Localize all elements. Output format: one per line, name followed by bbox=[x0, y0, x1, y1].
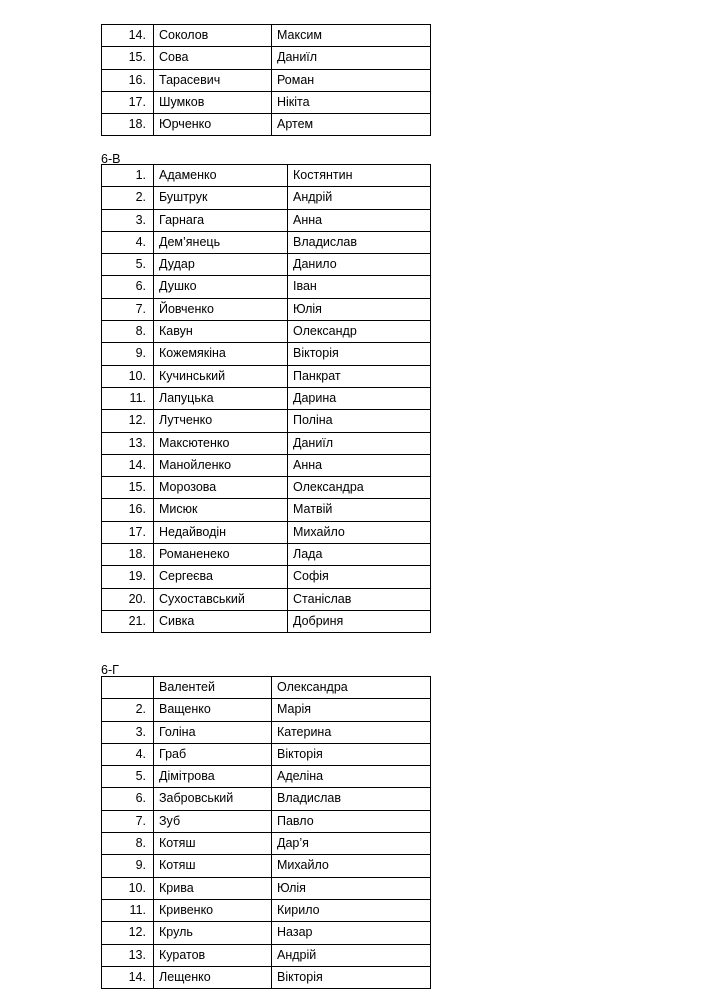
row-number: 14. bbox=[102, 454, 154, 476]
surname-cell: Мисюк bbox=[154, 499, 288, 521]
table-row bbox=[102, 544, 431, 566]
first-name-cell: Данило bbox=[288, 254, 431, 276]
table-row bbox=[102, 298, 431, 320]
table-row bbox=[102, 69, 431, 91]
surname-cell: Ващенко bbox=[154, 699, 272, 721]
surname-cell: Душко bbox=[154, 276, 288, 298]
row-number: 1. bbox=[102, 165, 154, 187]
surname-cell: Манойленко bbox=[154, 454, 288, 476]
surname-cell: Юрченко bbox=[154, 114, 272, 136]
table-row bbox=[102, 477, 431, 499]
table-row bbox=[102, 677, 431, 699]
table-row bbox=[102, 254, 431, 276]
first-name-cell: Аделіна bbox=[272, 766, 431, 788]
first-name-cell: Матвій bbox=[288, 499, 431, 521]
table-row bbox=[102, 610, 431, 632]
first-name-cell: Марія bbox=[272, 699, 431, 721]
surname-cell: Адаменко bbox=[154, 165, 288, 187]
first-name-cell: Дар’я bbox=[272, 833, 431, 855]
table-row bbox=[102, 410, 431, 432]
first-name-cell: Панкрат bbox=[288, 365, 431, 387]
surname-cell: Йовченко bbox=[154, 298, 288, 320]
table-row bbox=[102, 209, 431, 231]
row-number: 17. bbox=[102, 91, 154, 113]
first-name-cell: Артем bbox=[272, 114, 431, 136]
row-number: 18. bbox=[102, 114, 154, 136]
row-number: 14. bbox=[102, 966, 154, 988]
row-number: 18. bbox=[102, 544, 154, 566]
first-name-cell: Іван bbox=[288, 276, 431, 298]
table-row bbox=[102, 432, 431, 454]
row-number: 2. bbox=[102, 187, 154, 209]
surname-cell: Шумков bbox=[154, 91, 272, 113]
surname-cell: Кавун bbox=[154, 321, 288, 343]
row-number: 19. bbox=[102, 566, 154, 588]
students-table-6g bbox=[101, 676, 431, 989]
table-row bbox=[102, 966, 431, 988]
first-name-cell: Михайло bbox=[288, 521, 431, 543]
row-number: 17. bbox=[102, 521, 154, 543]
table-row bbox=[102, 944, 431, 966]
first-name-cell: Костянтин bbox=[288, 165, 431, 187]
row-number: 15. bbox=[102, 47, 154, 69]
table-row bbox=[102, 499, 431, 521]
row-number: 16. bbox=[102, 499, 154, 521]
first-name-cell: Поліна bbox=[288, 410, 431, 432]
first-name-cell: Анна bbox=[288, 454, 431, 476]
surname-cell: Лутченко bbox=[154, 410, 288, 432]
row-number: 13. bbox=[102, 944, 154, 966]
surname-cell: Крива bbox=[154, 877, 272, 899]
row-number: 3. bbox=[102, 209, 154, 231]
surname-cell: Кожемякіна bbox=[154, 343, 288, 365]
first-name-cell: Владислав bbox=[272, 788, 431, 810]
row-number: 12. bbox=[102, 410, 154, 432]
surname-cell: Дімітрова bbox=[154, 766, 272, 788]
table-row bbox=[102, 855, 431, 877]
table-row bbox=[102, 588, 431, 610]
table-row bbox=[102, 922, 431, 944]
table-row bbox=[102, 566, 431, 588]
row-number: 15. bbox=[102, 477, 154, 499]
row-number: 7. bbox=[102, 810, 154, 832]
students-table-6v bbox=[101, 164, 431, 633]
table-row bbox=[102, 899, 431, 921]
first-name-cell: Олександра bbox=[288, 477, 431, 499]
first-name-cell: Роман bbox=[272, 69, 431, 91]
table-body bbox=[102, 25, 431, 136]
surname-cell: Буштрук bbox=[154, 187, 288, 209]
row-number: 16. bbox=[102, 69, 154, 91]
first-name-cell: Юлія bbox=[288, 298, 431, 320]
row-number: 11. bbox=[102, 387, 154, 409]
first-name-cell: Назар bbox=[272, 922, 431, 944]
first-name-cell: Андрій bbox=[288, 187, 431, 209]
table-row bbox=[102, 788, 431, 810]
surname-cell: Лапуцька bbox=[154, 387, 288, 409]
row-number bbox=[102, 677, 154, 699]
first-name-cell: Дарина bbox=[288, 387, 431, 409]
first-name-cell: Станіслав bbox=[288, 588, 431, 610]
surname-cell: Кучинський bbox=[154, 365, 288, 387]
surname-cell: Недайводін bbox=[154, 521, 288, 543]
table-row bbox=[102, 365, 431, 387]
surname-cell: Котяш bbox=[154, 833, 272, 855]
table-row bbox=[102, 766, 431, 788]
surname-cell: Тарасевич bbox=[154, 69, 272, 91]
first-name-cell: Даниїл bbox=[288, 432, 431, 454]
surname-cell: Сергеєва bbox=[154, 566, 288, 588]
surname-cell: Забровський bbox=[154, 788, 272, 810]
class-heading-6g: 6-Г bbox=[101, 663, 119, 677]
first-name-cell: Вікторія bbox=[272, 966, 431, 988]
row-number: 2. bbox=[102, 699, 154, 721]
first-name-cell: Вікторія bbox=[288, 343, 431, 365]
first-name-cell: Олександра bbox=[272, 677, 431, 699]
surname-cell: Лещенко bbox=[154, 966, 272, 988]
first-name-cell: Павло bbox=[272, 810, 431, 832]
table-row bbox=[102, 877, 431, 899]
surname-cell: Сова bbox=[154, 47, 272, 69]
table-row bbox=[102, 187, 431, 209]
surname-cell: Дудар bbox=[154, 254, 288, 276]
row-number: 10. bbox=[102, 365, 154, 387]
students-table-continued bbox=[101, 24, 431, 136]
surname-cell: Котяш bbox=[154, 855, 272, 877]
table-body bbox=[102, 165, 431, 633]
first-name-cell: Даниїл bbox=[272, 47, 431, 69]
surname-cell: Дем’янець bbox=[154, 231, 288, 253]
surname-cell: Куратов bbox=[154, 944, 272, 966]
row-number: 5. bbox=[102, 254, 154, 276]
first-name-cell: Нікіта bbox=[272, 91, 431, 113]
row-number: 4. bbox=[102, 743, 154, 765]
row-number: 9. bbox=[102, 855, 154, 877]
row-number: 10. bbox=[102, 877, 154, 899]
first-name-cell: Добриня bbox=[288, 610, 431, 632]
table-row bbox=[102, 743, 431, 765]
first-name-cell: Софія bbox=[288, 566, 431, 588]
table-row bbox=[102, 114, 431, 136]
table-row bbox=[102, 833, 431, 855]
table-row bbox=[102, 47, 431, 69]
row-number: 7. bbox=[102, 298, 154, 320]
row-number: 5. bbox=[102, 766, 154, 788]
first-name-cell: Лада bbox=[288, 544, 431, 566]
table-row bbox=[102, 699, 431, 721]
row-number: 4. bbox=[102, 231, 154, 253]
surname-cell: Морозова bbox=[154, 477, 288, 499]
surname-cell: Романенеко bbox=[154, 544, 288, 566]
surname-cell: Круль bbox=[154, 922, 272, 944]
table-row bbox=[102, 521, 431, 543]
first-name-cell: Катерина bbox=[272, 721, 431, 743]
first-name-cell: Олександр bbox=[288, 321, 431, 343]
first-name-cell: Андрій bbox=[272, 944, 431, 966]
first-name-cell: Владислав bbox=[288, 231, 431, 253]
row-number: 6. bbox=[102, 276, 154, 298]
table-row bbox=[102, 721, 431, 743]
row-number: 20. bbox=[102, 588, 154, 610]
surname-cell: Кривенко bbox=[154, 899, 272, 921]
surname-cell: Граб bbox=[154, 743, 272, 765]
surname-cell: Валентей bbox=[154, 677, 272, 699]
table-row bbox=[102, 321, 431, 343]
surname-cell: Зуб bbox=[154, 810, 272, 832]
first-name-cell: Юлія bbox=[272, 877, 431, 899]
surname-cell: Сухоставський bbox=[154, 588, 288, 610]
surname-cell: Максютенко bbox=[154, 432, 288, 454]
surname-cell: Голіна bbox=[154, 721, 272, 743]
surname-cell: Гарнага bbox=[154, 209, 288, 231]
table-row bbox=[102, 91, 431, 113]
row-number: 12. bbox=[102, 922, 154, 944]
first-name-cell: Михайло bbox=[272, 855, 431, 877]
table-row bbox=[102, 165, 431, 187]
first-name-cell: Вікторія bbox=[272, 743, 431, 765]
table-body bbox=[102, 677, 431, 989]
row-number: 14. bbox=[102, 25, 154, 47]
table-row bbox=[102, 276, 431, 298]
table-row bbox=[102, 387, 431, 409]
row-number: 8. bbox=[102, 833, 154, 855]
table-row bbox=[102, 25, 431, 47]
row-number: 3. bbox=[102, 721, 154, 743]
row-number: 13. bbox=[102, 432, 154, 454]
table-row bbox=[102, 343, 431, 365]
first-name-cell: Максим bbox=[272, 25, 431, 47]
row-number: 21. bbox=[102, 610, 154, 632]
table-row bbox=[102, 231, 431, 253]
first-name-cell: Кирило bbox=[272, 899, 431, 921]
row-number: 11. bbox=[102, 899, 154, 921]
row-number: 6. bbox=[102, 788, 154, 810]
table-row bbox=[102, 810, 431, 832]
surname-cell: Соколов bbox=[154, 25, 272, 47]
surname-cell: Сивка bbox=[154, 610, 288, 632]
class-heading-6v: 6-В bbox=[101, 152, 121, 166]
row-number: 9. bbox=[102, 343, 154, 365]
table-row bbox=[102, 454, 431, 476]
first-name-cell: Анна bbox=[288, 209, 431, 231]
row-number: 8. bbox=[102, 321, 154, 343]
